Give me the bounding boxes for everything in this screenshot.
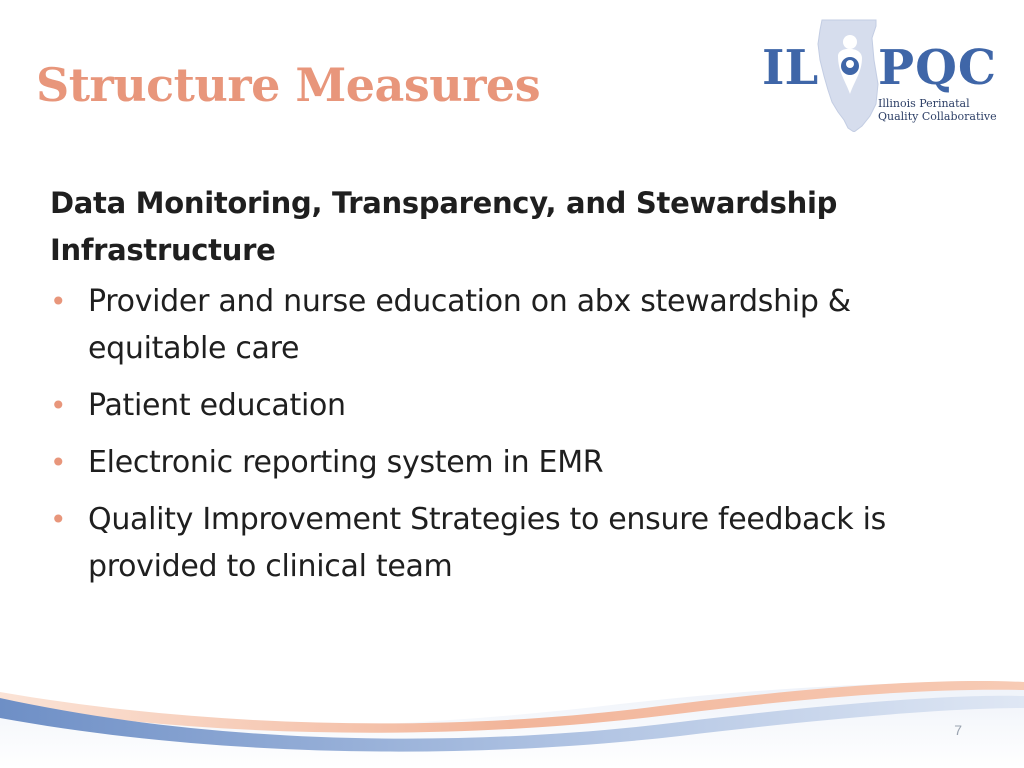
bullet-list	[50, 278, 980, 590]
ilpqc-logo	[758, 16, 1008, 132]
bullet-dot-icon: •	[50, 389, 67, 422]
slide-title: Structure Measures	[36, 58, 541, 112]
bottom-wave-decoration	[0, 648, 1024, 768]
bullet-item	[50, 382, 980, 429]
bullet-dot-icon: •	[50, 285, 67, 318]
page-number: 7	[954, 722, 962, 738]
bullet-dot-icon: •	[50, 503, 67, 536]
section-heading: Data Monitoring, Transparency, and Stewardship Infrastructure	[50, 186, 838, 267]
bullet-item	[50, 278, 980, 372]
bullet-dot-icon: •	[50, 446, 67, 479]
bullet-text: Provider and nurse education on abx stewardship & equitable care	[88, 284, 851, 366]
logo-text-il: IL	[762, 40, 819, 96]
bullet-text: Electronic reporting system in EMR	[88, 445, 604, 480]
bullet-item	[50, 496, 980, 590]
slide-content	[50, 180, 980, 600]
bullet-item	[50, 439, 980, 486]
bullet-text: Patient education	[88, 388, 346, 423]
logo-subtitle-line2: Quality Collaborative	[878, 110, 997, 123]
logo-subtitle-line1: Illinois Perinatal	[878, 97, 970, 110]
logo-text-pqc: PQC	[878, 40, 998, 96]
bullet-text: Quality Improvement Strategies to ensure feedback is provided to clinical team	[88, 502, 886, 584]
